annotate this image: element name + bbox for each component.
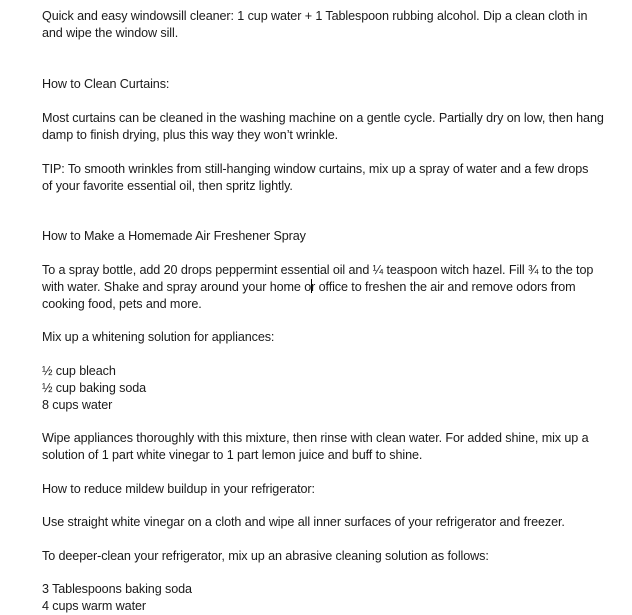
text-line: How to reduce mildew buildup in your refrigerator: — [42, 482, 315, 496]
text-line: To deeper-clean your refrigerator, mix up an abrasive cleaning solution as follows: — [42, 549, 489, 563]
text-line: Mix up a whitening solution for appliances: — [42, 330, 275, 344]
text-line: How to Make a Homemade Air Freshener Spray — [42, 229, 306, 243]
text-line — [42, 279, 576, 296]
text-line: of your favorite essential oil, then spritz lightly. — [42, 179, 293, 193]
text-line: and wipe the window sill. — [42, 26, 179, 40]
text-line: To a spray bottle, add 20 drops peppermint essential oil and ¼ teaspoon witch hazel. Fill ¾ to the top — [42, 263, 594, 277]
text-line: Quick and easy windowsill cleaner: 1 cup water + 1 Tablespoon rubbing alcohol. Dip a clean cloth in — [42, 9, 588, 23]
text-line: ½ cup bleach — [42, 364, 116, 378]
text-line: solution of 1 part white vinegar to 1 part lemon juice and buff to shine. — [42, 448, 423, 462]
text-line: damp to finish drying, plus this way they won’t wrinkle. — [42, 128, 339, 142]
text-line: Wipe appliances thoroughly with this mixture, then rinse with clean water. For added shine, mix up a — [42, 431, 589, 445]
text-line: ½ cup baking soda — [42, 381, 147, 395]
text-line: Use straight white vinegar on a cloth and wipe all inner surfaces of your refrigerator and freezer. — [42, 515, 565, 529]
text-line: 4 cups warm water — [42, 599, 146, 613]
text-line: How to Clean Curtains: — [42, 77, 170, 91]
text-line: cooking food, pets and more. — [42, 297, 202, 311]
text-line: 8 cups water — [42, 398, 113, 412]
text-after-caret: r office to freshen the air and remove odors from — [311, 280, 576, 294]
text-before-caret: with water. Shake and spray around your home o — [42, 280, 312, 294]
text-line: 3 Tablespoons baking soda — [42, 582, 192, 596]
text-line: TIP: To smooth wrinkles from still-hanging window curtains, mix up a spray of water and a few drops — [42, 162, 589, 176]
text-line: Most curtains can be cleaned in the washing machine on a gentle cycle. Partially dry on low, then hang — [42, 111, 604, 125]
